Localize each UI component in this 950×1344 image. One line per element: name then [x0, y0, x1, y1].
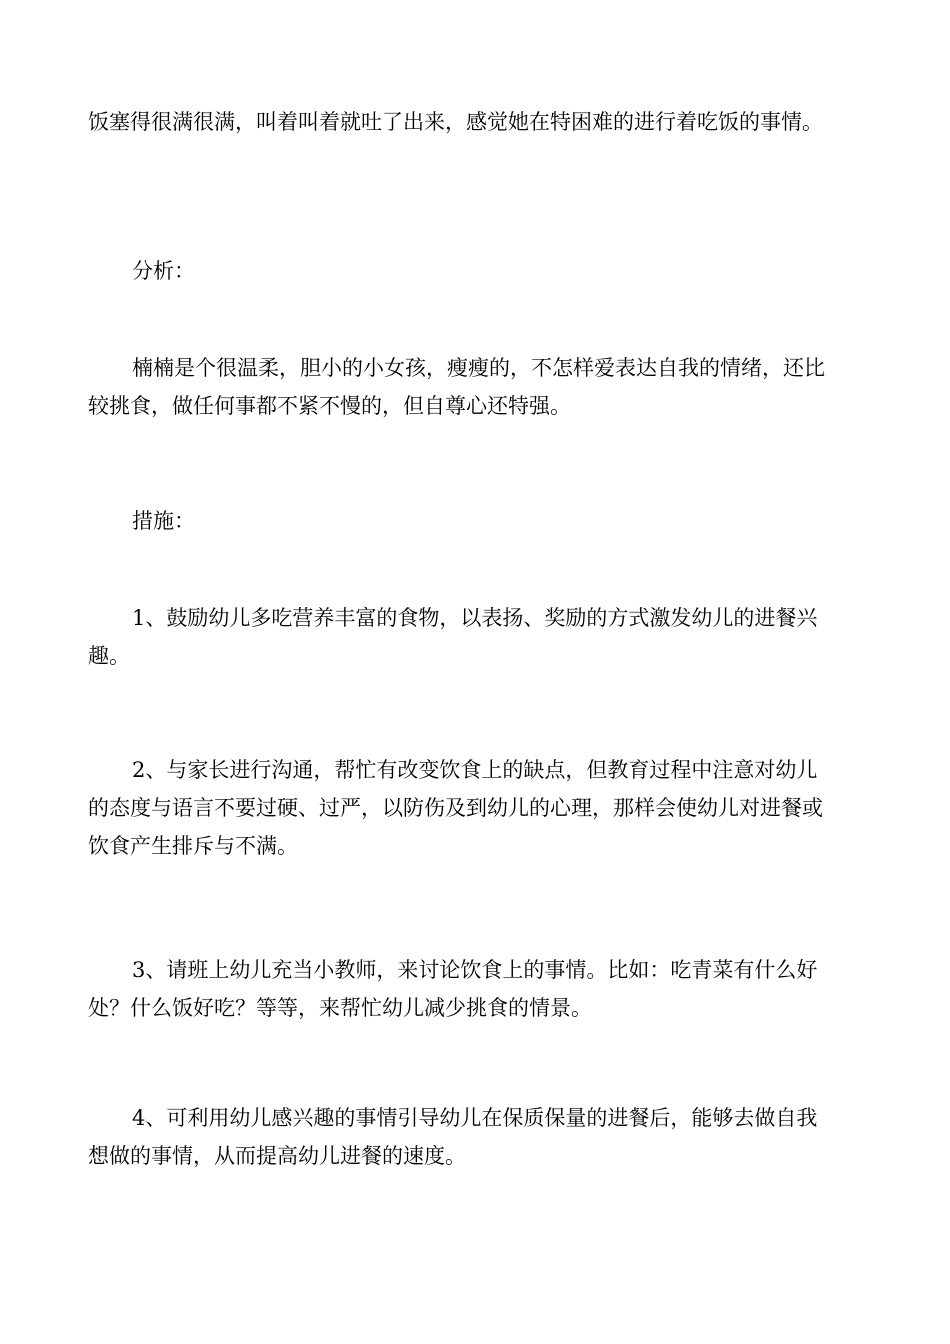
- measure-item-1: [88, 599, 872, 675]
- text-line: 想做的事情，从而提高幼儿进餐的速度。: [88, 1144, 466, 1168]
- text-line: 饭塞得很满很满，叫着叫着就吐了出来，感觉她在特困难的进行着吃饭的事情。: [88, 110, 823, 134]
- heading-analysis: [88, 252, 872, 290]
- text-line: 4、可利用幼儿感兴趣的事情引导幼儿在保质保量的进餐后，能够去做自我: [132, 1106, 818, 1130]
- text-line: 的态度与语言不要过硬、过严，以防伤及到幼儿的心理，那样会使幼儿对进餐或: [88, 796, 823, 820]
- heading-measures: [88, 502, 872, 540]
- text-line: 措施：: [132, 509, 195, 533]
- paragraph-continuation: [88, 103, 872, 141]
- text-line: 较挑食，做任何事都不紧不慢的，但自尊心还特强。: [88, 394, 571, 418]
- paragraph-analysis-body: [88, 349, 872, 425]
- measure-item-2: [88, 751, 872, 865]
- text-line: 饮食产生排斥与不满。: [88, 834, 298, 858]
- text-line: 1、鼓励幼儿多吃营养丰富的食物，以表扬、奖励的方式激发幼儿的进餐兴: [132, 606, 818, 630]
- text-line: 分析：: [132, 259, 195, 283]
- measure-item-3: [88, 951, 872, 1027]
- text-line: 楠楠是个很温柔，胆小的小女孩，瘦瘦的，不怎样爱表达自我的情绪，还比: [132, 356, 825, 380]
- text-line: 处？什么饭好吃？等等，来帮忙幼儿减少挑食的情景。: [88, 996, 592, 1020]
- measure-item-4: [88, 1099, 872, 1175]
- text-line: 趣。: [88, 644, 130, 668]
- text-line: 3、请班上幼儿充当小教师，来讨论饮食上的事情。比如：吃青菜有什么好: [132, 958, 818, 982]
- text-line: 2、与家长进行沟通，帮忙有改变饮食上的缺点，但教育过程中注意对幼儿: [132, 758, 818, 782]
